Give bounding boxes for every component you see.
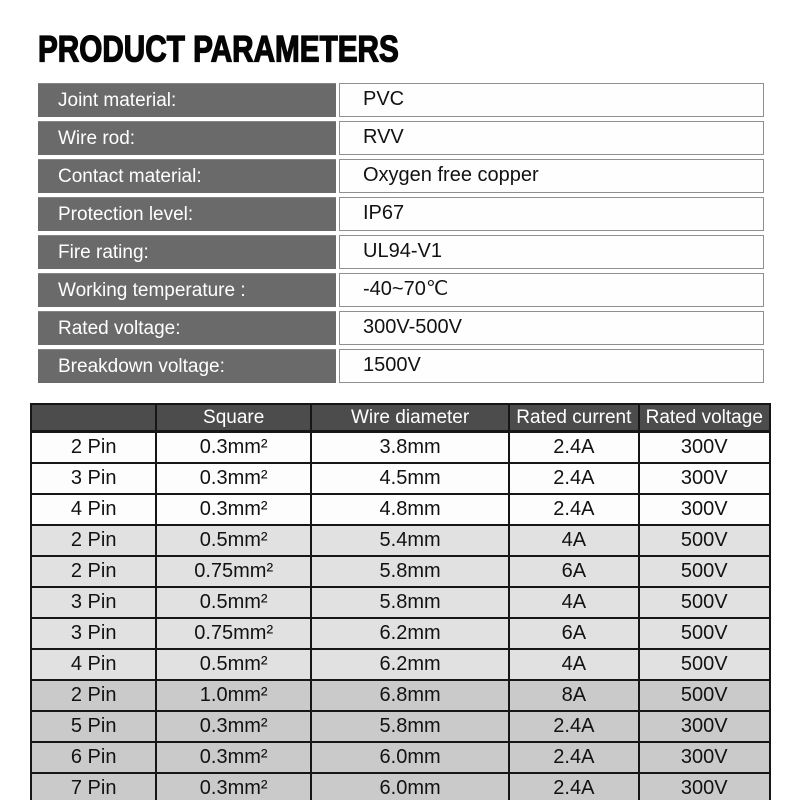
pin-table-cell: 0.3mm² [156,742,311,773]
spec-value: IP67 [339,197,764,231]
pin-table-cell: 2 Pin [31,432,156,464]
pin-table-cell: 6A [509,556,638,587]
spec-label: Fire rating: [38,235,336,269]
pin-table-row [31,432,770,464]
pin-table-cell: 2.4A [509,494,638,525]
pin-table-row [31,680,770,711]
pin-col-header: Wire diameter [311,404,509,432]
pin-table-row [31,773,770,800]
pin-col-header: Rated current [509,404,638,432]
spec-row [38,273,764,307]
pin-table-cell: 300V [639,494,770,525]
pin-table-cell: 3 Pin [31,587,156,618]
pin-table-cell: 4.5mm [311,463,509,494]
pin-table-cell: 4A [509,649,638,680]
pin-table-row [31,463,770,494]
pin-table-cell: 6.2mm [311,649,509,680]
pin-table-cell: 5.4mm [311,525,509,556]
pin-table-cell: 4.8mm [311,494,509,525]
pin-table-cell: 5.8mm [311,711,509,742]
pin-table-cell: 6.0mm [311,742,509,773]
spec-row [38,197,764,231]
spec-label: Protection level: [38,197,336,231]
pin-table-row [31,618,770,649]
spec-label: Working temperature : [38,273,336,307]
pin-table-cell: 6 Pin [31,742,156,773]
pin-table-cell: 500V [639,649,770,680]
pin-table-cell: 2 Pin [31,525,156,556]
spec-value: 1500V [339,349,764,383]
pin-table-cell: 5 Pin [31,711,156,742]
pin-table-cell: 2 Pin [31,680,156,711]
pin-table-cell: 5.8mm [311,587,509,618]
pin-table-cell: 2.4A [509,773,638,800]
pin-table-cell: 300V [639,432,770,464]
spec-label: Breakdown voltage: [38,349,336,383]
pin-table-cell: 2.4A [509,711,638,742]
pin-table-cell: 0.5mm² [156,525,311,556]
pin-table [30,403,771,800]
pin-table-cell: 300V [639,773,770,800]
pin-table-cell: 1.0mm² [156,680,311,711]
spec-row [38,235,764,269]
spec-label: Joint material: [38,83,336,117]
pin-table-cell: 0.3mm² [156,432,311,464]
pin-table-cell: 2.4A [509,742,638,773]
page-title: PRODUCT PARAMETERS [38,28,399,70]
pin-table-row [31,556,770,587]
pin-table-cell: 500V [639,556,770,587]
pin-table-cell: 7 Pin [31,773,156,800]
pin-table-cell: 0.3mm² [156,711,311,742]
spec-row [38,83,764,117]
pin-table-cell: 2 Pin [31,556,156,587]
pin-col-header: Square [156,404,311,432]
pin-table-body [31,432,770,800]
spec-row [38,159,764,193]
pin-table-row [31,649,770,680]
pin-table-cell: 8A [509,680,638,711]
spec-label: Contact material: [38,159,336,193]
pin-table-cell: 300V [639,711,770,742]
spec-value: PVC [339,83,764,117]
spec-value: 300V-500V [339,311,764,345]
pin-table-cell: 0.3mm² [156,494,311,525]
spec-value: Oxygen free copper [339,159,764,193]
pin-table-cell: 4A [509,587,638,618]
pin-table-cell: 0.5mm² [156,649,311,680]
spec-row [38,121,764,155]
pin-table-cell: 500V [639,680,770,711]
pin-table-header-row [31,404,770,432]
pin-table-cell: 500V [639,587,770,618]
pin-col-header: Rated voltage [639,404,770,432]
pin-table-row [31,587,770,618]
spec-value: -40~70℃ [339,273,764,307]
pin-table-cell: 500V [639,618,770,649]
pin-table-cell: 6.2mm [311,618,509,649]
pin-table-cell: 0.3mm² [156,773,311,800]
spec-label: Rated voltage: [38,311,336,345]
pin-table-cell: 300V [639,463,770,494]
pin-table-cell: 0.75mm² [156,556,311,587]
pin-table-cell: 300V [639,742,770,773]
spec-value: UL94-V1 [339,235,764,269]
pin-table-cell: 3 Pin [31,463,156,494]
spec-label: Wire rod: [38,121,336,155]
pin-table-cell: 0.75mm² [156,618,311,649]
spec-row [38,349,764,383]
pin-table-row [31,525,770,556]
spec-row [38,311,764,345]
pin-table-cell: 5.8mm [311,556,509,587]
pin-table-cell: 4 Pin [31,494,156,525]
pin-table-cell: 4 Pin [31,649,156,680]
pin-table-cell: 0.3mm² [156,463,311,494]
pin-table-cell: 2.4A [509,463,638,494]
pin-table-cell: 6.8mm [311,680,509,711]
pin-table-row [31,494,770,525]
pin-table-cell: 6A [509,618,638,649]
pin-table-cell: 3.8mm [311,432,509,464]
pin-table-cell: 0.5mm² [156,587,311,618]
pin-table-cell: 4A [509,525,638,556]
spec-value: RVV [339,121,764,155]
pin-table-cell: 2.4A [509,432,638,464]
pin-col-header-empty [31,404,156,432]
pin-table-cell: 3 Pin [31,618,156,649]
pin-table-row [31,711,770,742]
spec-table [38,83,764,387]
pin-table-row [31,742,770,773]
pin-table-cell: 500V [639,525,770,556]
pin-table-cell: 6.0mm [311,773,509,800]
